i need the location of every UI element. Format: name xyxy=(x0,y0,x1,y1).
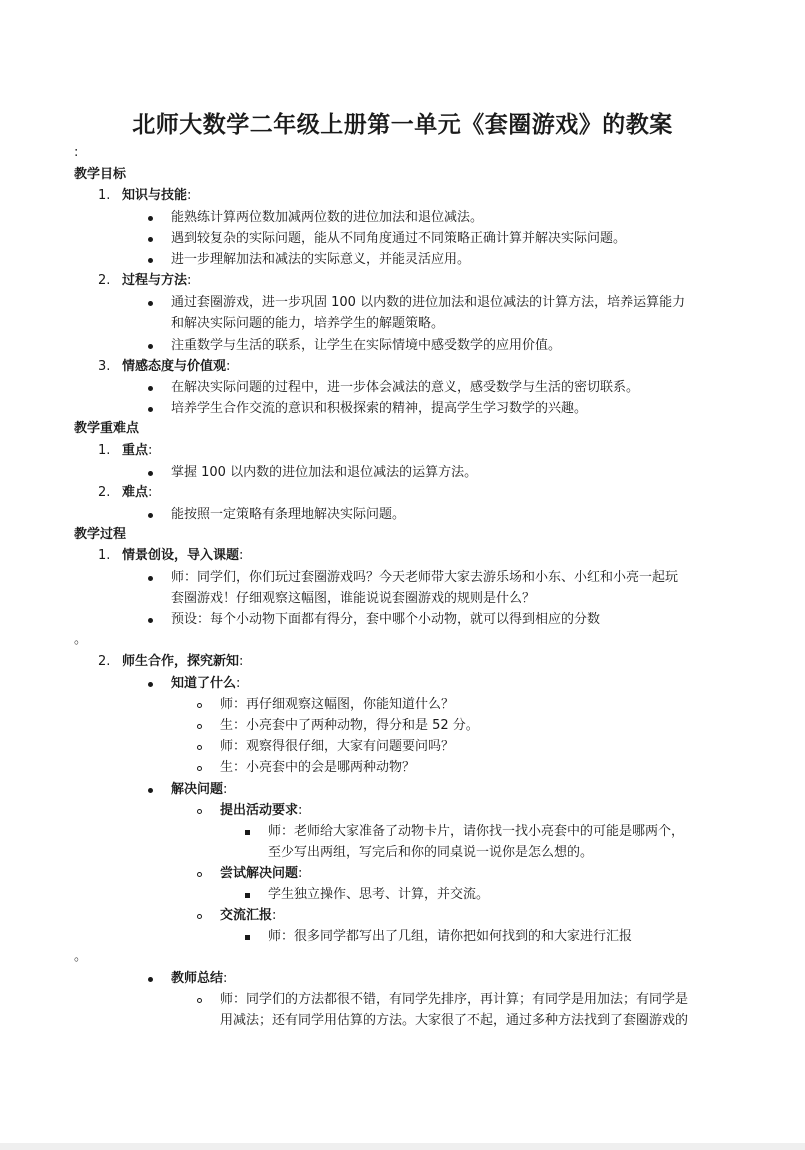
bullet-icon xyxy=(148,788,153,793)
list-item-label: 知识与技能: xyxy=(122,188,192,203)
circle-bullet-icon xyxy=(197,745,202,750)
list-number: 2. xyxy=(98,654,111,669)
list-item-continued: 和解决实际问题的能力，培养学生的解题策略。 xyxy=(171,316,445,331)
list-item-label: 难点: xyxy=(122,485,153,500)
sub-sub-heading: 交流汇报: xyxy=(220,908,277,923)
circle-bullet-icon xyxy=(197,724,202,729)
page-title: 北师大数学二年级上册第一单元《套圈游戏》的教案 xyxy=(132,112,673,138)
list-number: 3. xyxy=(98,359,111,374)
list-item: 师：观察得很仔细，大家有问题要问吗？ xyxy=(220,739,455,754)
list-item: 能按照一定策略有条理地解决实际问题。 xyxy=(171,507,406,522)
bullet-icon xyxy=(148,977,153,982)
circle-bullet-icon xyxy=(197,703,202,708)
sub-sub-heading: 尝试解决问题: xyxy=(220,866,303,881)
bullet-icon xyxy=(148,344,153,349)
list-number: 1. xyxy=(98,443,111,458)
circle-bullet-icon xyxy=(197,998,202,1003)
list-number: 2. xyxy=(98,485,111,500)
list-item: 能熟练计算两位数加减两位数的进位加法和退位减法。 xyxy=(171,210,484,225)
section-heading-key-points: 教学重难点 xyxy=(74,421,140,436)
list-item: 掌握 100 以内数的进位加法和退位减法的运算方法。 xyxy=(171,465,478,480)
list-item-label: 过程与方法: xyxy=(122,273,192,288)
bullet-icon xyxy=(148,682,153,687)
list-item-label: 师生合作，探究新知: xyxy=(122,654,244,669)
square-bullet-icon xyxy=(245,830,250,835)
list-item: 进一步理解加法和减法的实际意义，并能灵活应用。 xyxy=(171,252,471,267)
list-item-label: 情感态度与价值观: xyxy=(122,359,231,374)
stray-period: 。 xyxy=(74,632,88,647)
sub-heading: 教师总结: xyxy=(171,971,228,986)
list-item: 师：再仔细观察这幅图，你能知道什么？ xyxy=(220,697,455,712)
page-bottom-edge xyxy=(0,1143,805,1150)
bullet-icon xyxy=(148,301,153,306)
section-heading-process: 教学过程 xyxy=(74,527,127,542)
bullet-icon xyxy=(148,386,153,391)
bullet-icon xyxy=(148,407,153,412)
bullet-icon xyxy=(148,576,153,581)
list-item: 通过套圈游戏，进一步巩固 100 以内数的进位加法和退位减法的计算方法，培养运算能力 xyxy=(171,295,686,310)
bullet-icon xyxy=(148,258,153,263)
sub-sub-heading: 提出活动要求: xyxy=(220,803,303,818)
bullet-icon xyxy=(148,216,153,221)
circle-bullet-icon xyxy=(197,809,202,814)
bullet-icon xyxy=(148,237,153,242)
list-item: 注重数学与生活的联系，让学生在实际情境中感受数学的应用价值。 xyxy=(171,338,562,353)
list-item: 遇到较复杂的实际问题，能从不同角度通过不同策略正确计算并解决实际问题。 xyxy=(171,231,627,246)
stray-period: 。 xyxy=(74,949,88,964)
list-item-continued: 至少写出两组，写完后和你的同桌说一说你是怎么想的。 xyxy=(268,845,594,860)
list-item: 预设：每个小动物下面都有得分，套中哪个小动物，就可以得到相应的分数 xyxy=(171,612,601,627)
bullet-icon xyxy=(148,471,153,476)
bullet-icon xyxy=(148,618,153,623)
list-item: 师：老师给大家准备了动物卡片，请你找一找小亮套中的可能是哪两个， xyxy=(268,824,685,839)
sub-heading: 解决问题: xyxy=(171,782,228,797)
circle-bullet-icon xyxy=(197,914,202,919)
circle-bullet-icon xyxy=(197,872,202,877)
list-number: 2. xyxy=(98,273,111,288)
section-heading-objectives: 教学目标 xyxy=(74,167,127,182)
list-item-label: 情景创设，导入课题: xyxy=(122,548,244,563)
list-number: 1. xyxy=(98,188,111,203)
list-item: 师：很多同学都写出了几组，请你把如何找到的和大家进行汇报 xyxy=(268,929,633,944)
square-bullet-icon xyxy=(245,893,250,898)
list-item: 学生独立操作、思考、计算，并交流。 xyxy=(268,887,490,902)
list-number: 1. xyxy=(98,548,111,563)
list-item: 生：小亮套中了两种动物，得分和是 52 分。 xyxy=(220,718,479,733)
list-item: 培养学生合作交流的意识和积极探索的精神，提高学生学习数学的兴趣。 xyxy=(171,401,588,416)
list-item: 生：小亮套中的会是哪两种动物？ xyxy=(220,760,416,775)
list-item-label: 重点: xyxy=(122,443,153,458)
list-item: 在解决实际问题的过程中，进一步体会减法的意义，感受数学与生活的密切联系。 xyxy=(171,380,640,395)
list-item-continued: 用减法；还有同学用估算的方法。大家很了不起，通过多种方法找到了套圈游戏的 xyxy=(220,1013,689,1028)
bullet-icon xyxy=(148,513,153,518)
stray-colon: : xyxy=(74,145,79,160)
circle-bullet-icon xyxy=(197,766,202,771)
square-bullet-icon xyxy=(245,935,250,940)
list-item-continued: 套圈游戏！仔细观察这幅图，谁能说说套圈游戏的规则是什么？ xyxy=(171,591,536,606)
sub-heading: 知道了什么: xyxy=(171,676,241,691)
list-item: 师：同学们的方法都很不错，有同学先排序，再计算；有同学是用加法；有同学是 xyxy=(220,992,689,1007)
list-item: 师：同学们，你们玩过套圈游戏吗？今天老师带大家去游乐场和小东、小红和小亮一起玩 xyxy=(171,570,679,585)
